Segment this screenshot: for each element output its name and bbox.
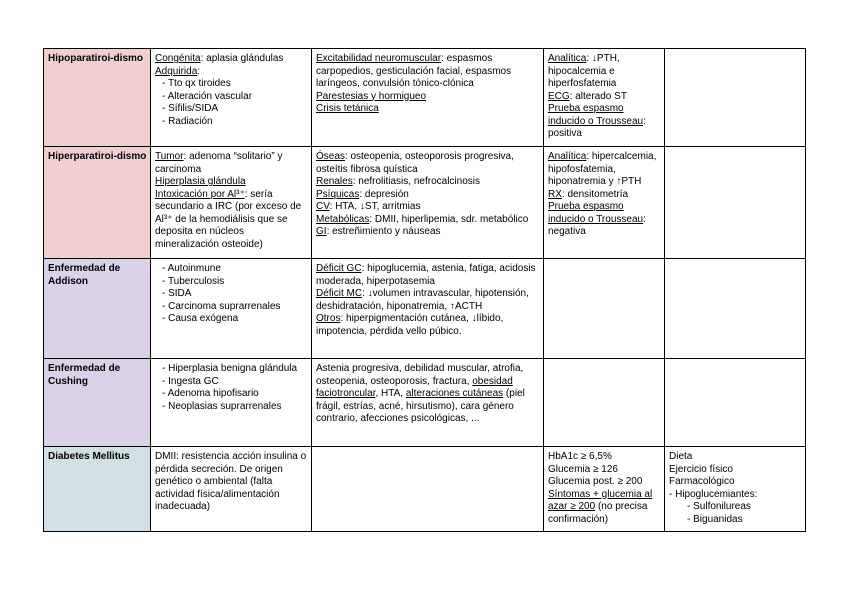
etiology-list xyxy=(155,263,308,326)
etiology-cell: Tumor: adenoma “solitario” y carcinoma Hiperplasia glándula Intoxicación por Al³⁺: sería secundario a IRC (por exceso de Al³⁺ de la hemodiálisis que se deposita en núcleos mineralización osteoide) xyxy=(151,147,312,259)
treatment-list xyxy=(669,489,802,502)
treatment-cell xyxy=(665,259,806,359)
table-row xyxy=(44,447,806,532)
disease-name: Hiperparatiroi-dismo xyxy=(44,147,151,259)
endocrine-diseases-table xyxy=(43,48,806,532)
list-item: - Sulfonilureas xyxy=(669,501,802,514)
clinic-cell: Óseas: osteopenia, osteoporosis progresiva, osteítis fibrosa quística Renales: nefrolitiasis, nefrocalcinosis Psíquicas: depresión CV: HTA, ↓ST, arritmias Metabólicas: DMII, hiperlipemia, sdr. metabólico GI: estreñimiento y náuseas xyxy=(312,147,544,259)
treatment-cell xyxy=(665,147,806,259)
list-item: - Neoplasias suprarrenales xyxy=(155,401,308,414)
etiology-list xyxy=(155,363,308,413)
treatment-cell: Dieta Ejercicio físico Farmacológico - Hipoglucemiantes: - Sulfonilureas - Biguanidas xyxy=(665,447,806,532)
clinic-cell: Déficit GC: hipoglucemia, astenia, fatiga, acidosis moderada, hiperpotasemia Déficit MC: ↓volumen intravascular, hipotensión, deshidratación, hiponatremia, ↑ACTH Otros: hiperpigmentación cutánea, ↓líbido, impotencia, pérdida vello púbico. xyxy=(312,259,544,359)
list-item: - Alteración vascular xyxy=(155,91,308,104)
list-item: - Tto qx tiroides xyxy=(155,78,308,91)
diagnosis-cell: Analítica: hipercalcemia, hipofosfatemia, hiponatremia y ↑PTH RX: densitometría Prueba espasmo inducido o Trousseau: negativa xyxy=(544,147,665,259)
table-row xyxy=(44,49,806,147)
clinic-cell: Astenia progresiva, debilidad muscular, atrofia, osteopenia, osteoporosis, fractura, obesidad faciotroncular, HTA, alteraciones cutáneas (piel frágil, estrías, acné, hirsutismo), cara género contrario, afecciones psicológicas, ... xyxy=(312,359,544,447)
list-item: - Carcinoma suprarrenales xyxy=(155,301,308,314)
treatment-cell xyxy=(665,359,806,447)
clinic-cell xyxy=(312,447,544,532)
etiology-cell: DMII: resistencia acción insulina o pérdida secreción. De origen genético o ambiental (falta actividad física/alimentación inadecuada) xyxy=(151,447,312,532)
list-item: - SIDA xyxy=(155,288,308,301)
table-row xyxy=(44,259,806,359)
diagnosis-cell: Analítica: ↓PTH, hipocalcemia e hiperfosfatemia ECG: alterado ST Prueba espasmo inducido o Trousseau: positiva xyxy=(544,49,665,147)
disease-name: Enfermedad de Cushing xyxy=(44,359,151,447)
list-item: - Adenoma hipofisario xyxy=(155,388,308,401)
diagnosis-cell xyxy=(544,259,665,359)
disease-name: Enfermedad de Addison xyxy=(44,259,151,359)
list-item: - Causa exógena xyxy=(155,313,308,326)
treatment-cell xyxy=(665,49,806,147)
list-item: - Radiación xyxy=(155,116,308,129)
list-item: - Ingesta GC xyxy=(155,376,308,389)
list-item: - Sífilis/SIDA xyxy=(155,103,308,116)
list-item: - Hipoglucemiantes: xyxy=(669,489,802,502)
drug-list xyxy=(669,501,802,526)
table-row xyxy=(44,147,806,259)
etiology-cell xyxy=(151,259,312,359)
list-item: - Hiperplasia benigna glándula xyxy=(155,363,308,376)
list-item: - Tuberculosis xyxy=(155,276,308,289)
diagnosis-cell: HbA1c ≥ 6,5% Glucemia ≥ 126 Glucemia post. ≥ 200 Síntomas + glucemia al azar ≥ 200 (no precisa confirmación) xyxy=(544,447,665,532)
disease-name: Hipoparatiroi-dismo xyxy=(44,49,151,147)
list-item: - Biguanidas xyxy=(669,514,802,527)
table-row xyxy=(44,359,806,447)
clinic-cell: Excitabilidad neuromuscular: espasmos carpopedios, gesticulación facial, espasmos laríngeos, convulsión tónico-clónica Parestesias y hormigueo Crisis tetánica xyxy=(312,49,544,147)
etiology-list xyxy=(155,78,308,128)
etiology-cell xyxy=(151,359,312,447)
diagnosis-cell xyxy=(544,359,665,447)
disease-name: Diabetes Mellitus xyxy=(44,447,151,532)
etiology-cell: Congénita: aplasia glándulas Adquirida: - Tto qx tiroides - Alteración vascular - Sífilis/SIDA - Radiación xyxy=(151,49,312,147)
list-item: - Autoinmune xyxy=(155,263,308,276)
